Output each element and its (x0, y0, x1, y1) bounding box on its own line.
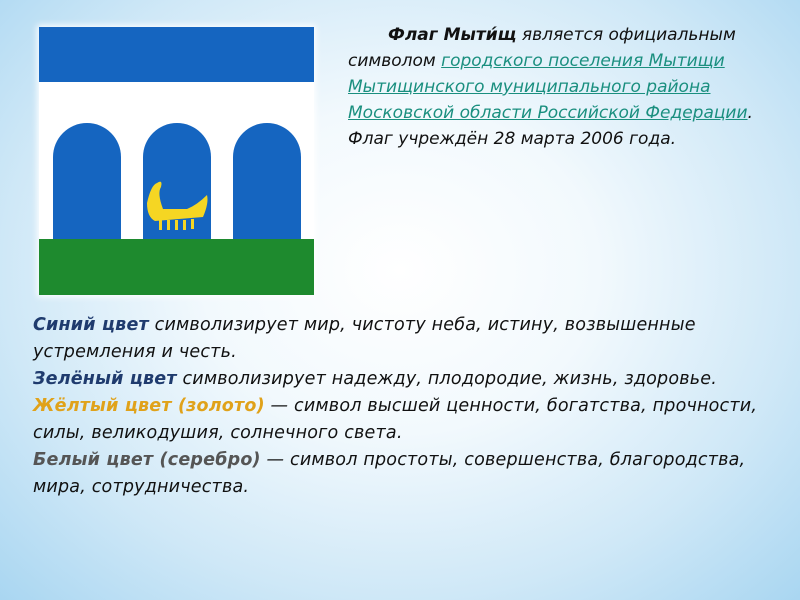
flag-title: Флаг Мыти́щ (388, 25, 517, 45)
intro-text-1: является официальным символом (348, 25, 736, 71)
mytishchi-flag-image (39, 27, 314, 295)
yellow-term: Жёлтый цвет (золото) (33, 396, 265, 416)
intro-text-2: . Флаг учреждён 28 марта 2006 года. (348, 103, 753, 149)
color-meanings (33, 312, 773, 501)
color-item-blue (33, 312, 773, 366)
green-desc: символизирует надежду, плодородие, жизнь, здоровье. (176, 369, 718, 389)
green-term: Зелёный цвет (33, 369, 177, 389)
color-item-white (33, 447, 773, 501)
blue-desc: символизирует мир, чистоту неба, истину, возвышенные устремления и честь. (33, 315, 696, 362)
flag-icon (39, 27, 314, 295)
color-item-yellow (33, 393, 773, 447)
intro-paragraph (348, 22, 768, 152)
color-item-green (33, 366, 773, 393)
white-desc: — символ простоты, совершенства, благородства, мира, сотрудничества. (33, 450, 746, 497)
link-urban-settlement[interactable]: городского поселения Мытищи Мытищинского муниципального района (348, 51, 725, 97)
white-term: Белый цвет (серебро) (33, 450, 261, 470)
blue-term: Синий цвет (33, 315, 149, 335)
link-moscow-oblast[interactable]: Московской области Российской Федерации (348, 103, 748, 123)
yellow-desc: — символ высшей ценности, богатства, прочности, силы, великодушия, солнечного света. (33, 396, 758, 443)
